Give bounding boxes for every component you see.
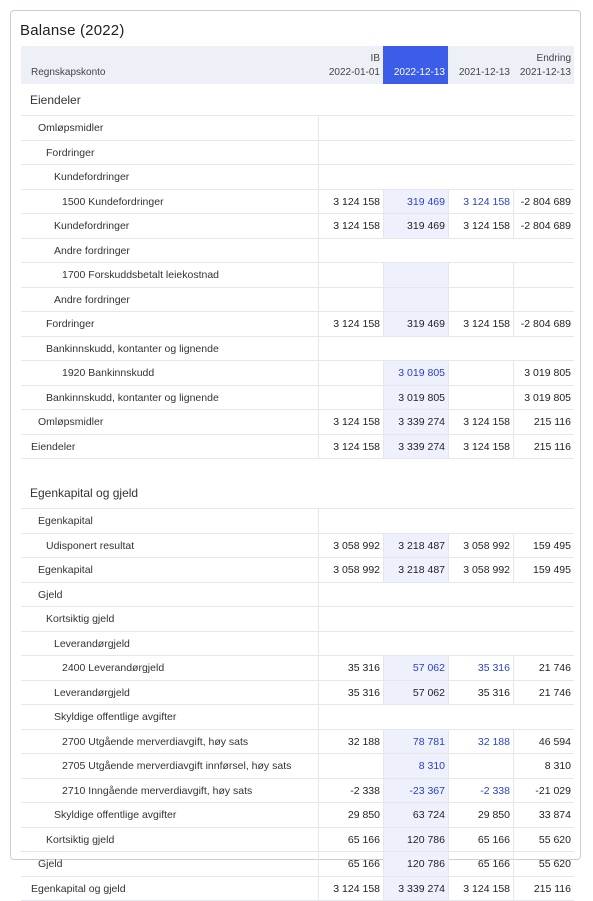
amount: 3 124 158 <box>463 441 510 453</box>
value-ib <box>318 435 383 459</box>
value-selected[interactable] <box>383 730 448 754</box>
value-selected <box>383 263 448 287</box>
amount: 3 339 274 <box>398 416 445 428</box>
amount: -21 029 <box>535 785 571 797</box>
value-change <box>513 190 574 214</box>
value-change <box>513 410 574 434</box>
amount: 33 874 <box>539 809 571 821</box>
value-change <box>513 852 574 876</box>
row-label: 1500 Kundefordringer <box>62 196 164 208</box>
value-compare <box>448 312 513 336</box>
table-row[interactable] <box>21 214 574 239</box>
amount: 3 019 805 <box>524 367 571 379</box>
table-row[interactable] <box>21 165 574 190</box>
value-change <box>513 730 574 754</box>
value-ib <box>318 312 383 336</box>
amount: 55 620 <box>539 858 571 870</box>
amount: 3 124 158 <box>463 318 510 330</box>
value-change <box>513 779 574 803</box>
table-header <box>21 46 574 84</box>
table-row[interactable] <box>21 410 574 435</box>
table-row[interactable] <box>21 288 574 313</box>
value-selected <box>383 312 448 336</box>
value-ib <box>318 754 383 778</box>
amount: 65 166 <box>348 858 380 870</box>
value-ib <box>318 534 383 558</box>
amount: 21 746 <box>539 662 571 674</box>
value-selected[interactable] <box>383 779 448 803</box>
amount: 159 495 <box>533 540 571 552</box>
amount: 3 058 992 <box>333 540 380 552</box>
value-compare <box>448 754 513 778</box>
row-label: 2700 Utgående merverdiavgift, høy sats <box>62 736 248 748</box>
balance-panel <box>10 10 581 860</box>
empty-cell <box>318 509 574 533</box>
amount: 3 124 158 <box>463 416 510 428</box>
amount-link[interactable]: 319 469 <box>407 196 445 208</box>
value-ib <box>318 877 383 901</box>
amount: 3 058 992 <box>463 564 510 576</box>
row-label: Kortsiktig gjeld <box>46 613 114 625</box>
table-row[interactable] <box>21 312 574 337</box>
amount: 29 850 <box>478 809 510 821</box>
value-compare <box>448 263 513 287</box>
value-compare <box>448 288 513 312</box>
table-row[interactable] <box>21 190 574 215</box>
page-title: Balanse (2022) <box>20 22 125 39</box>
amount: 3 339 274 <box>398 441 445 453</box>
table-row[interactable] <box>21 558 574 583</box>
value-ib <box>318 410 383 434</box>
row-label: 2710 Inngående merverdiavgift, høy sats <box>62 785 252 797</box>
table-row[interactable] <box>21 263 574 288</box>
row-label: Bankinnskudd, kontanter og lignende <box>46 392 219 404</box>
section-label: Egenkapital og gjeld <box>30 486 138 500</box>
value-ib <box>318 803 383 827</box>
value-change <box>513 263 574 287</box>
value-selected[interactable] <box>383 361 448 385</box>
empty-cell <box>318 239 574 263</box>
amount: 35 316 <box>348 662 380 674</box>
table-row[interactable] <box>21 705 574 730</box>
value-compare <box>448 410 513 434</box>
amount: 3 124 158 <box>463 220 510 232</box>
table-row[interactable] <box>21 779 574 804</box>
value-compare <box>448 386 513 410</box>
row-label: Egenkapital og gjeld <box>31 883 126 895</box>
amount: 3 218 487 <box>398 540 445 552</box>
amount: 3 218 487 <box>398 564 445 576</box>
section-header[interactable] <box>21 84 574 116</box>
header-col-compare[interactable]: 2021-12-13 <box>448 46 513 84</box>
row-label: Kundefordringer <box>54 220 129 232</box>
balance-rows <box>21 84 574 901</box>
amount-link[interactable]: 8 310 <box>419 760 445 772</box>
value-selected <box>383 803 448 827</box>
value-selected <box>383 681 448 705</box>
value-change <box>513 754 574 778</box>
amount-link[interactable]: 3 124 158 <box>463 196 510 208</box>
value-ib <box>318 361 383 385</box>
amount: 3 124 158 <box>333 416 380 428</box>
table-row[interactable] <box>21 361 574 386</box>
row-label: Omløpsmidler <box>38 416 103 428</box>
table-row[interactable] <box>21 632 574 657</box>
table-row[interactable] <box>21 828 574 853</box>
row-label: 2400 Leverandørgjeld <box>62 662 164 674</box>
amount: 3 124 158 <box>333 220 380 232</box>
value-compare <box>448 435 513 459</box>
amount-link[interactable]: -23 367 <box>409 785 445 797</box>
empty-cell <box>318 141 574 165</box>
amount: 3 124 158 <box>463 883 510 895</box>
value-compare <box>448 852 513 876</box>
amount: 3 058 992 <box>333 564 380 576</box>
value-selected[interactable] <box>383 656 448 680</box>
amount: 21 746 <box>539 687 571 699</box>
value-compare <box>448 361 513 385</box>
amount: 3 124 158 <box>333 883 380 895</box>
amount: 29 850 <box>348 809 380 821</box>
amount: 159 495 <box>533 564 571 576</box>
amount: 3 124 158 <box>333 318 380 330</box>
value-ib <box>318 681 383 705</box>
empty-cell <box>318 583 574 607</box>
row-label: Skyldige offentlige avgifter <box>54 809 176 821</box>
table-row[interactable] <box>21 509 574 534</box>
amount: 3 339 274 <box>398 883 445 895</box>
value-change <box>513 558 574 582</box>
value-selected <box>383 852 448 876</box>
value-compare <box>448 681 513 705</box>
amount: -2 804 689 <box>521 318 571 330</box>
amount: 65 166 <box>478 834 510 846</box>
amount: 215 116 <box>534 441 571 453</box>
amount: 319 469 <box>407 220 445 232</box>
value-selected <box>383 534 448 558</box>
value-selected <box>383 214 448 238</box>
table-row[interactable] <box>21 435 574 460</box>
row-label: Andre fordringer <box>54 294 130 306</box>
table-row[interactable] <box>21 239 574 264</box>
value-compare[interactable] <box>448 656 513 680</box>
value-change <box>513 877 574 901</box>
amount: 65 166 <box>478 858 510 870</box>
value-ib <box>318 852 383 876</box>
value-selected <box>383 386 448 410</box>
value-compare <box>448 828 513 852</box>
value-change <box>513 435 574 459</box>
amount: 57 062 <box>413 687 445 699</box>
header-col-ib[interactable]: IB 2022-01-01 <box>318 46 383 84</box>
row-label: Leverandørgjeld <box>54 687 130 699</box>
value-compare <box>448 877 513 901</box>
row-label: Eiendeler <box>31 441 75 453</box>
value-compare <box>448 214 513 238</box>
amount-link[interactable]: 32 188 <box>478 736 510 748</box>
amount: 35 316 <box>348 687 380 699</box>
value-selected <box>383 288 448 312</box>
table-row[interactable] <box>21 534 574 559</box>
header-col-selected[interactable]: 2022-12-13 <box>383 46 448 84</box>
value-change <box>513 656 574 680</box>
amount-link[interactable]: 3 019 805 <box>398 367 445 379</box>
value-ib <box>318 558 383 582</box>
value-ib <box>318 828 383 852</box>
row-label: Leverandørgjeld <box>54 638 130 650</box>
value-selected[interactable] <box>383 754 448 778</box>
row-label: 2705 Utgående merverdiavgift innførsel, høy sats <box>62 760 291 772</box>
row-label: Egenkapital <box>38 564 93 576</box>
amount: 8 310 <box>545 760 571 772</box>
value-change <box>513 828 574 852</box>
value-ib <box>318 386 383 410</box>
amount: 3 124 158 <box>333 196 380 208</box>
amount: 55 620 <box>539 834 571 846</box>
value-ib <box>318 263 383 287</box>
empty-cell <box>318 116 574 140</box>
value-ib <box>318 730 383 754</box>
header-col-change[interactable]: Endring 2021-12-13 <box>513 46 574 84</box>
amount-link[interactable]: 35 316 <box>478 662 510 674</box>
amount-link[interactable]: 78 781 <box>413 736 445 748</box>
row-label: Gjeld <box>38 589 63 601</box>
table-row[interactable] <box>21 337 574 362</box>
amount: 120 786 <box>407 858 445 870</box>
empty-cell <box>318 705 574 729</box>
table-row[interactable] <box>21 681 574 706</box>
header-account[interactable]: Regnskapskonto <box>31 46 321 84</box>
empty-cell <box>318 607 574 631</box>
value-selected[interactable] <box>383 190 448 214</box>
amount: -2 804 689 <box>521 196 571 208</box>
value-change <box>513 361 574 385</box>
amount: 32 188 <box>348 736 380 748</box>
row-label: 1700 Forskuddsbetalt leiekostnad <box>62 269 219 281</box>
row-label: Egenkapital <box>38 515 93 527</box>
section-label: Eiendeler <box>30 93 81 107</box>
row-label: Bankinnskudd, kontanter og lignende <box>46 343 219 355</box>
value-selected <box>383 435 448 459</box>
value-change <box>513 214 574 238</box>
value-ib <box>318 656 383 680</box>
amount: 3 124 158 <box>333 441 380 453</box>
table-row[interactable] <box>21 656 574 681</box>
value-compare[interactable] <box>448 190 513 214</box>
row-label: Skyldige offentlige avgifter <box>54 711 176 723</box>
amount: 215 116 <box>534 416 571 428</box>
value-compare <box>448 558 513 582</box>
section-header[interactable] <box>21 477 574 509</box>
table-row[interactable] <box>21 803 574 828</box>
row-label: Andre fordringer <box>54 245 130 257</box>
amount: 3 019 805 <box>398 392 445 404</box>
table-row[interactable] <box>21 116 574 141</box>
table-row[interactable] <box>21 730 574 755</box>
amount: 65 166 <box>348 834 380 846</box>
amount: 215 116 <box>534 883 571 895</box>
table-row[interactable] <box>21 141 574 166</box>
amount: 35 316 <box>478 687 510 699</box>
row-label: Gjeld <box>38 858 63 870</box>
table-row[interactable] <box>21 852 574 877</box>
value-change <box>513 312 574 336</box>
amount: 120 786 <box>407 834 445 846</box>
amount: 63 724 <box>413 809 445 821</box>
row-label: Kundefordringer <box>54 171 129 183</box>
table-row[interactable] <box>21 386 574 411</box>
amount: 3 058 992 <box>463 540 510 552</box>
amount: 3 019 805 <box>524 392 571 404</box>
empty-cell <box>318 632 574 656</box>
amount: -2 804 689 <box>521 220 571 232</box>
value-change <box>513 386 574 410</box>
value-compare[interactable] <box>448 779 513 803</box>
table-row[interactable] <box>21 877 574 901</box>
row-label: Fordringer <box>46 147 94 159</box>
table-row[interactable] <box>21 607 574 632</box>
amount-link[interactable]: -2 338 <box>480 785 510 797</box>
value-change <box>513 534 574 558</box>
amount: 319 469 <box>407 318 445 330</box>
row-label: Kortsiktig gjeld <box>46 834 114 846</box>
value-ib <box>318 214 383 238</box>
value-ib <box>318 288 383 312</box>
value-compare <box>448 803 513 827</box>
row-label: Fordringer <box>46 318 94 330</box>
amount: 46 594 <box>539 736 571 748</box>
empty-cell <box>318 337 574 361</box>
value-ib <box>318 190 383 214</box>
row-label: Omløpsmidler <box>38 122 103 134</box>
value-selected <box>383 828 448 852</box>
value-ib <box>318 779 383 803</box>
value-change <box>513 803 574 827</box>
table-row[interactable] <box>21 754 574 779</box>
value-compare <box>448 534 513 558</box>
amount-link[interactable]: 57 062 <box>413 662 445 674</box>
value-change <box>513 288 574 312</box>
value-selected <box>383 877 448 901</box>
empty-cell <box>318 165 574 189</box>
row-label: Udisponert resultat <box>46 540 134 552</box>
value-compare[interactable] <box>448 730 513 754</box>
value-selected <box>383 410 448 434</box>
value-change <box>513 681 574 705</box>
amount: -2 338 <box>350 785 380 797</box>
section-gap <box>21 459 574 477</box>
row-label: 1920 Bankinnskudd <box>62 367 154 379</box>
table-row[interactable] <box>21 583 574 608</box>
value-selected <box>383 558 448 582</box>
